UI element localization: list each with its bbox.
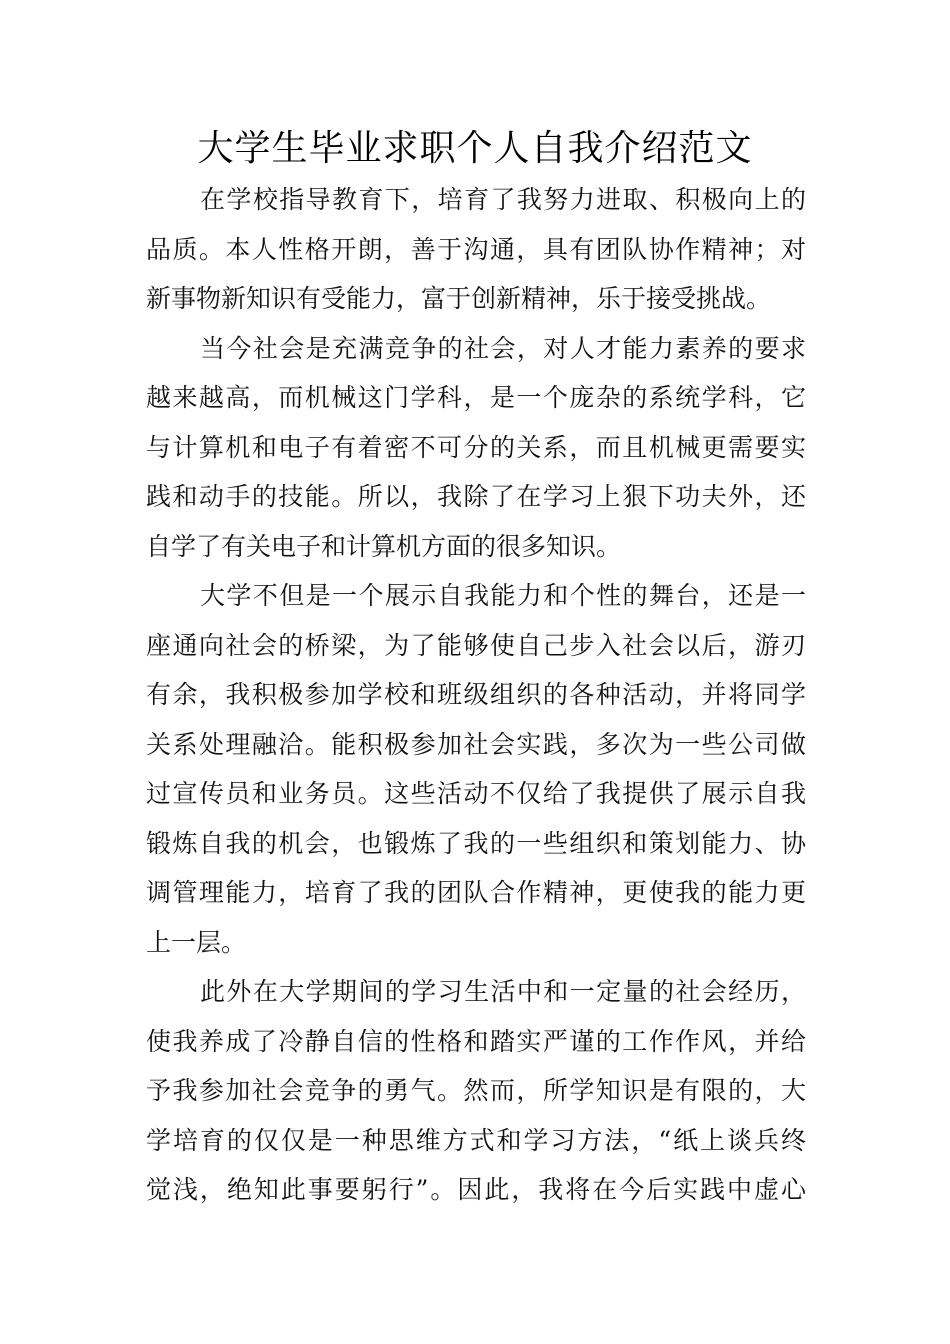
- paragraph-line: 当今社会是充满竞争的社会，对人才能力素养的要求: [200, 333, 806, 363]
- paragraph-line: 上一层。: [146, 927, 247, 957]
- document-body: [146, 175, 806, 1215]
- paragraph-2: [146, 324, 806, 572]
- paragraph-line: 座通向社会的桥梁，为了能够使自己步入社会以后，游刃: [146, 630, 806, 660]
- paragraph-3: [146, 571, 806, 967]
- paragraph-1: [146, 175, 806, 324]
- paragraph-line: 调管理能力，培育了我的团队合作精神，更使我的能力更: [146, 878, 806, 907]
- paragraph-line: 在学校指导教育下，培育了我努力进取、积极向上的: [200, 185, 806, 214]
- paragraph-line: 关系处理融洽。能积极参加社会实践，多次为一些公司做: [146, 729, 806, 759]
- paragraph-line: 新事物新知识有受能力，富于创新精神，乐于接受挑战。: [146, 284, 772, 313]
- document-title: 大学生毕业求职个人自我介绍范文: [197, 128, 753, 169]
- paragraph-line: 予我参加社会竞争的勇气。然而，所学知识是有限的，大: [146, 1076, 806, 1105]
- paragraph-line: 品质。本人性格开朗，善于沟通，具有团队协作精神；对: [146, 234, 806, 264]
- paragraph-line: 有余，我积极参加学校和班级组织的各种活动，并将同学: [146, 680, 806, 709]
- paragraph-line: 越来越高，而机械这门学科，是一个庞杂的系统学科，它: [146, 383, 806, 412]
- paragraph-line: 锻炼自我的机会，也锻炼了我的一些组织和策划能力、协: [146, 828, 806, 858]
- paragraph-line: 践和动手的技能。所以，我除了在学习上狠下功夫外，还: [146, 482, 806, 511]
- paragraph-line: 使我养成了冷静自信的性格和踏实严谨的工作作风，并给: [146, 1026, 806, 1056]
- paragraph-line: 过宣传员和业务员。这些活动不仅给了我提供了展示自我: [146, 779, 806, 808]
- paragraph-line: 与计算机和电子有着密不可分的关系，而且机械更需要实: [146, 432, 806, 462]
- paragraph-line: 大学不但是一个展示自我能力和个性的舞台，还是一: [200, 581, 806, 610]
- paragraph-line: 学培育的仅仅是一种思维方式和学习方法，“纸上谈兵终: [146, 1125, 806, 1155]
- paragraph-line: 觉浅，绝知此事要躬行”。因此，我将在今后实践中虚心: [146, 1175, 806, 1204]
- paragraph-line: 自学了有关电子和计算机方面的很多知识。: [146, 531, 622, 561]
- paragraph-line: 此外在大学期间的学习生活中和一定量的社会经历，: [200, 977, 806, 1006]
- paragraph-4: [146, 967, 806, 1215]
